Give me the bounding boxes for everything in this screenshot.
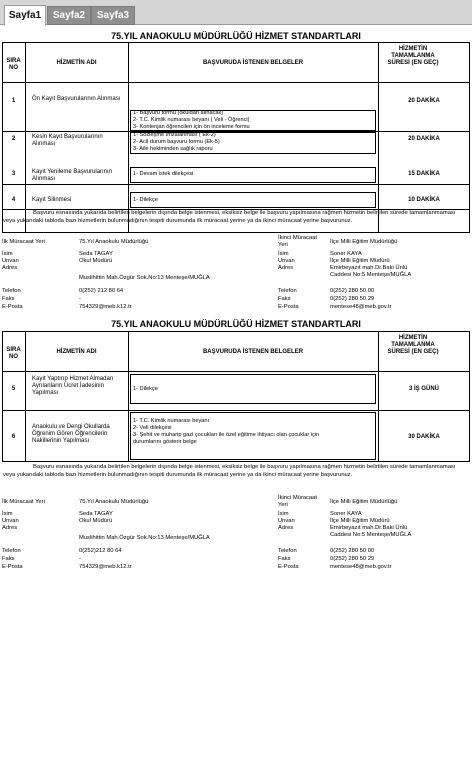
row-duration: 20 DAKİKA	[408, 136, 440, 142]
contact-label: İkinci Müracaat Yeri	[278, 495, 317, 508]
contact-value: Soner KAYA	[330, 511, 362, 517]
doc-item: 1- Sözleşme İmzalanması ( Ek-2)	[133, 132, 216, 138]
contact-value: Soner KAYA	[330, 251, 362, 257]
contact-value: mentese48@meb.gov.tr	[330, 564, 392, 570]
contact-label: Unvan	[278, 518, 295, 524]
contact-label: Faks	[278, 556, 291, 562]
contact-label: Unvan	[278, 258, 295, 264]
header-sure: HİZMETİN TAMAMLANMA SÜRESİ (EN GEÇ)	[387, 46, 439, 66]
doc-item: 3- Kontenjan öğrencileri için ön inceleme formu	[133, 124, 250, 130]
contact-value: mentese48@meb.gov.tr	[330, 304, 392, 310]
doc-item: 1- Dilekçe	[133, 197, 158, 203]
contact-label: İlk Müracaat Yeri	[2, 499, 45, 505]
contact-label: İsim	[278, 251, 289, 257]
contact-label: İsim	[2, 511, 13, 517]
row-service-name: Anaokulu ve Dengi Okullarda Öğrenim Gören Öğrencilerin Nakillerinin Yapılması	[32, 424, 110, 444]
divider	[378, 331, 379, 462]
contact-label: Adres	[2, 525, 18, 531]
contact-label: E-Posta	[2, 564, 23, 570]
divider	[2, 184, 470, 185]
divider	[25, 42, 26, 233]
header-sira-no: SIRA NO	[6, 58, 21, 71]
doc-item: durumlarını gösterir belge	[133, 439, 197, 445]
row-duration: 10 DAKİKA	[408, 197, 440, 203]
row-no: 5	[11, 386, 16, 392]
header-belgeler: BAŞVURUDA İSTENEN BELGELER	[202, 349, 304, 355]
section2-note: Başvuru esnasında yukarıda belirtilen belgelerin dışında belge istenmesi, eksiksiz belge ile başvuru yapılmasına rağmen hizmetin belirtilen sürede tamamlanmaması veya yukarıdaki tabloda bazı hizmetlerin bulunmadığının tespiti durumunda ilk müracaat yerine ya da ikinci müracaat yerine başvurunuz.	[3, 464, 456, 478]
section1-title: 75.YIL ANAOKULU MÜDÜRLÜĞÜ HİZMET STANDARTLARI	[111, 31, 361, 41]
contact-label: Telefon	[278, 288, 297, 294]
contact-value: İlçe Milli Eğitim Müdürlüğü	[330, 239, 398, 245]
doc-item: 3- Aile hekiminden sağlık raporu	[133, 146, 213, 152]
contact-label: Telefon	[2, 288, 21, 294]
contact-label: Telefon	[278, 548, 297, 554]
doc-item: 1- Dilekçe	[133, 386, 158, 392]
sheet-content	[0, 26, 472, 768]
docs-box	[130, 374, 376, 404]
contact-value: 0(252) 280 50 29	[330, 556, 375, 562]
doc-item: 1- Başvuru formu (okuldan alınacak)	[133, 110, 224, 116]
contact-value: İlçe Milli Eğitim Müdürlüğü	[330, 499, 398, 505]
contact-label: Faks	[2, 296, 15, 302]
contact-value: 0(252) 280 50 00	[330, 548, 375, 554]
contact-value: İlçe Milli Eğitim Müdürü	[330, 518, 390, 524]
contact-value: 0(252)212 80 64	[79, 548, 122, 554]
contact-label: Faks	[2, 556, 15, 562]
row-service-name: Ön Kayıt Başvurularının Alınması	[32, 96, 121, 102]
row-service-name: Kayıt Yenileme Başvurularının Alınması	[32, 169, 113, 182]
divider	[2, 82, 470, 83]
row-no: 1	[11, 98, 16, 104]
doc-item: 1- Devam istek dilekçesi	[133, 171, 194, 177]
doc-item: 1- T.C. Kimlik numarası beyanı	[133, 418, 210, 424]
contact-label: E-Posta	[278, 564, 299, 570]
header-sira-no: SIRA NO	[6, 347, 21, 360]
contact-value: -	[79, 556, 81, 562]
tab-sayfa3[interactable]: Sayfa3	[91, 6, 135, 25]
header-sure: HİZMETİN TAMAMLANMA SÜRESİ (EN GEÇ)	[387, 335, 439, 355]
docs-box	[130, 192, 376, 208]
contact-label: E-Posta	[278, 304, 299, 310]
row-service-name: Kayıt Silinmesi	[32, 197, 72, 203]
contact-value: 75.Yıl Anaokulu Müdürlüğü	[79, 499, 149, 505]
contact-label: İsim	[278, 511, 289, 517]
contact-label: E-Posta	[2, 304, 23, 310]
contact-value: İlçe Milli Eğitim Müdürü	[330, 258, 390, 264]
row-no: 6	[11, 434, 16, 440]
contact-value: -	[79, 296, 81, 302]
contact-value: Seda TAGAY	[79, 511, 113, 517]
header-hizmet-adi: HİZMETİN ADI	[56, 60, 97, 66]
row-service-name: Kayıt Yaptırıp Hizmet Almadan Ayrılanların Ücret İadesinin Yapılması	[32, 376, 114, 396]
contact-label: Adres	[278, 265, 294, 271]
contact-value: 0(252) 280 50 00	[330, 288, 375, 294]
row-no: 4	[11, 197, 16, 203]
contact-value: 754329@meb.k12.tr	[79, 564, 132, 570]
header-belgeler: BAŞVURUDA İSTENEN BELGELER	[202, 60, 304, 66]
doc-item: 2- Veli dilekçesi	[133, 425, 172, 431]
doc-item: 2- T.C. Kimlik numarası beyanı ( Veli - Öğrenci)	[133, 117, 250, 123]
divider	[128, 42, 129, 233]
contact-value: Okul Müdürü	[79, 518, 113, 524]
header-hizmet-adi: HİZMETİN ADI	[56, 349, 97, 355]
row-no: 2	[11, 136, 16, 142]
divider	[2, 410, 470, 411]
contact-value: 75.Yıl Anaokulu Müdürlüğü	[79, 239, 149, 245]
contact-value: Emirbeyazıt mah.Dr.Baki Ünlü Caddesi No:5 Menteşe/MUĞLA	[330, 525, 412, 538]
contact-label: İlk Müracaat Yeri	[2, 239, 45, 245]
contact-label: Unvan	[2, 518, 19, 524]
contact-label: Telefon	[2, 548, 21, 554]
divider	[2, 371, 470, 372]
tab-sayfa2[interactable]: Sayfa2	[47, 6, 91, 25]
contact-value: 0(252) 212 80 64	[79, 288, 124, 294]
contact-label: Adres	[278, 525, 294, 531]
contact-label: İkinci Müracaat Yeri	[278, 235, 317, 248]
section1-note: Başvuru esnasında yukarıda belirtilen belgelerin dışında belge istenmesi, eksiksiz belge ile başvuru yapılmasına rağmen hizmetin belirtilen sürede tamamlanmaması veya yukarıdaki tabloda bazı hizmetlerin bulunmadığının tespiti durumunda ilk müracaat yerine ya da ikinci müracaat yerine başvurunuz.	[3, 210, 456, 224]
contact-label: Unvan	[2, 258, 19, 264]
doc-item: 3- Şehit ve muharip gazi çocukları ile özel eğitime ihtiyacı olan çocuklar için	[133, 432, 320, 438]
contact-value: Muslihittin Mah.Özgür Sok.No:13 Menteşe/MUĞLA	[79, 275, 210, 281]
contact-value: 0(252) 280 50 29	[330, 296, 375, 302]
contact-value: Seda TAGAY	[79, 251, 113, 257]
tab-sayfa1[interactable]: Sayfa1	[4, 5, 46, 26]
contact-value: Muslihittin Mah.Özgür Sok.No:13 Menteşe/MUĞLA	[79, 535, 210, 541]
contact-value: Okul Müdürü	[79, 258, 113, 264]
contact-value: Emirbeyazıt mah.Dr.Baki Ünlü Caddesi No:5 Menteşe/MUĞLA	[330, 265, 412, 278]
row-duration: 3 İŞ GÜNÜ	[408, 386, 439, 392]
row-duration: 15 DAKİKA	[408, 171, 440, 177]
section2-title: 75.YIL ANAOKULU MÜDÜRLÜĞÜ HİZMET STANDARTLARI	[111, 319, 361, 329]
contact-value: 754329@meb.k12.tr	[79, 304, 132, 310]
contact-label: Faks	[278, 296, 291, 302]
row-no: 3	[11, 171, 16, 177]
contact-label: Adres	[2, 265, 18, 271]
row-service-name: Kesin Kayıt Başvurularının Alınması	[32, 134, 103, 147]
sheet-tab-bar	[0, 0, 472, 25]
doc-item: 2- Acil durum başvuru formu (Ek-5)	[133, 139, 220, 145]
row-duration: 30 DAKİKA	[408, 434, 440, 440]
row-duration: 20 DAKİKA	[408, 98, 440, 104]
contact-label: İsim	[2, 251, 13, 257]
